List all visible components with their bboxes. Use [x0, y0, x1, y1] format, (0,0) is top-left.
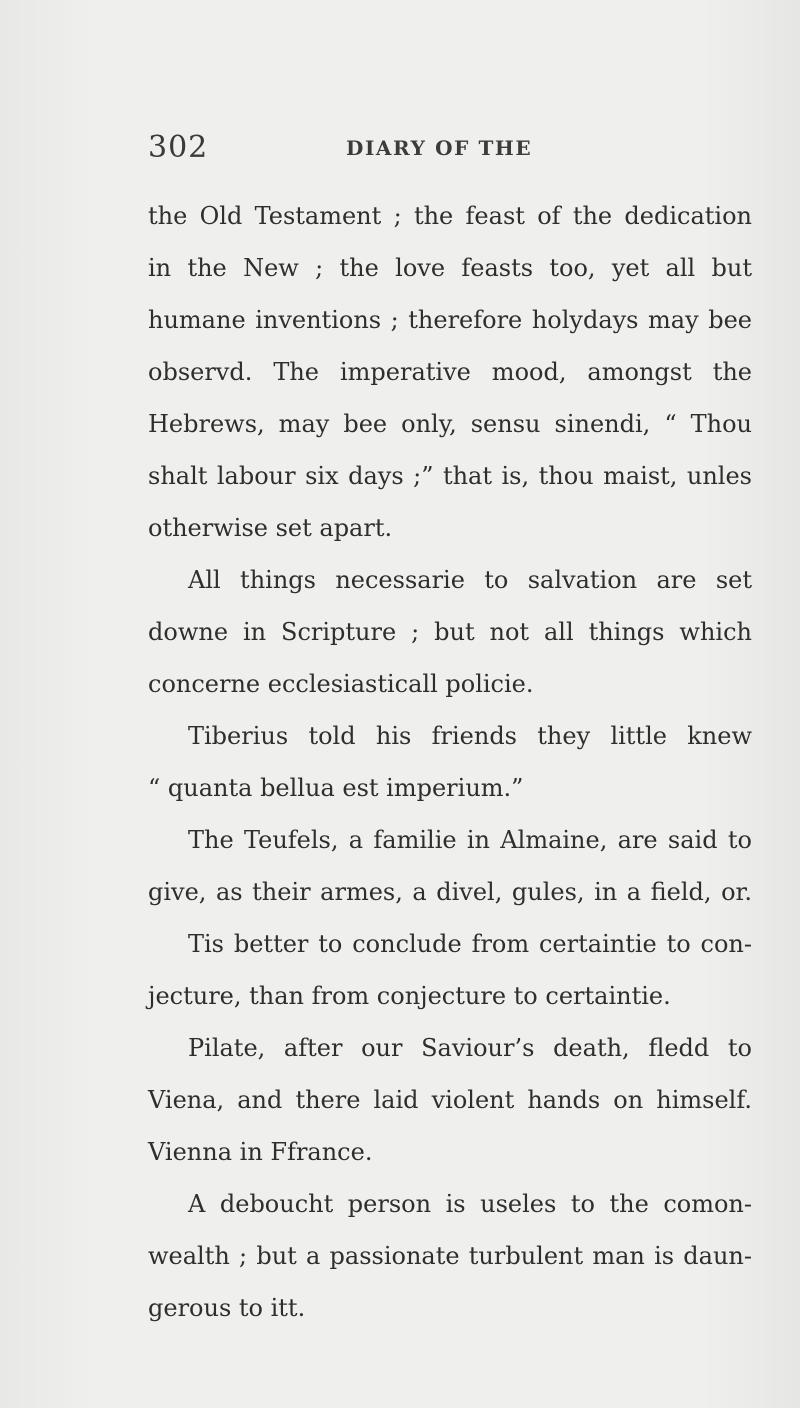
- text-line: wealth ; but a passionate turbulent man is daun-: [148, 1242, 752, 1270]
- text-line: the Old Testament ; the feast of the dedication: [148, 202, 752, 230]
- body-text: [148, 190, 752, 1334]
- text-line: Tis better to conclude from certaintie to con-: [188, 930, 752, 958]
- text-line: All things necessarie to salvation are set: [188, 566, 752, 594]
- text-line: A deboucht person is useles to the comon-: [188, 1190, 752, 1218]
- text-line: The Teufels, a familie in Almaine, are said to: [188, 826, 752, 854]
- text-line: jecture, than from conjecture to certaintie.: [148, 982, 671, 1010]
- text-line: observd. The imperative mood, amongst the: [148, 358, 752, 386]
- text-line: Vienna in Ffrance.: [148, 1138, 373, 1166]
- page-header: [148, 130, 748, 170]
- text-line: shalt labour six days ;” that is, thou maist, unles: [148, 462, 752, 490]
- text-line: Hebrews, may bee only, sensu sinendi, “ Thou: [148, 410, 752, 438]
- text-line: give, as their armes, a divel, gules, in a field, or.: [148, 878, 752, 906]
- text-line: downe in Scripture ; but not all things which: [148, 618, 752, 646]
- text-line: humane inventions ; therefore holydays may bee: [148, 306, 752, 334]
- text-line: Viena, and there laid violent hands on himself.: [148, 1086, 752, 1114]
- page-number: 302: [148, 130, 209, 165]
- text-line: “ quanta bellua est imperium.”: [148, 774, 524, 802]
- text-line: otherwise set apart.: [148, 514, 393, 542]
- text-line: gerous to itt.: [148, 1294, 306, 1322]
- text-line: Tiberius told his friends they little knew: [188, 722, 752, 750]
- text-line: in the New ; the love feasts too, yet all but: [148, 254, 752, 282]
- text-line: Pilate, after our Saviour’s death, fledd to: [188, 1034, 752, 1062]
- running-head: DIARY OF THE: [346, 136, 533, 160]
- text-line: concerne ecclesiasticall policie.: [148, 670, 534, 698]
